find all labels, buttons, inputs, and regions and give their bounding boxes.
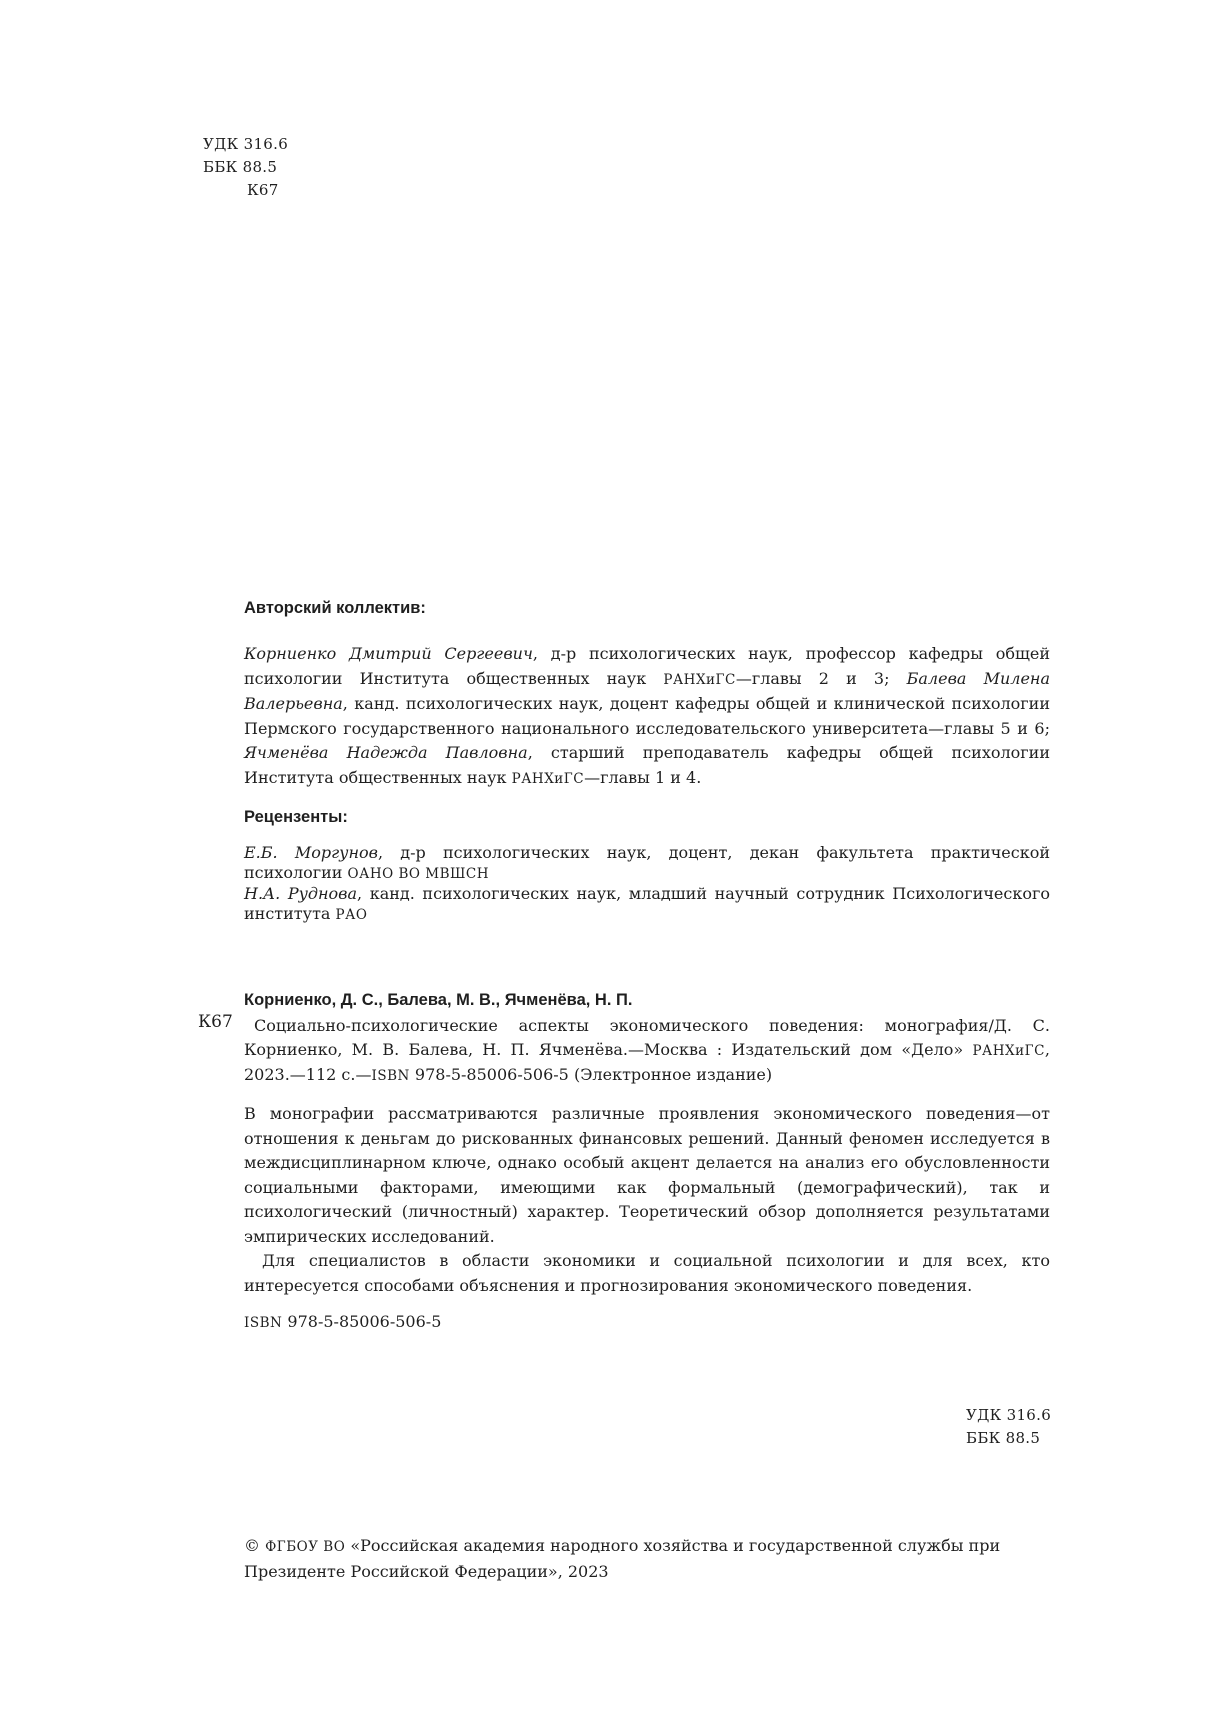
abstract-section	[244, 1102, 1050, 1298]
bbk-code: ББК 88.5	[203, 158, 278, 176]
authors-section	[244, 596, 1050, 791]
authors-text: Корниенко Дмитрий Сергеевич, д-р психологических наук, профессор кафедры общей психологии Института общественных наук РАНХиГС—главы 2 и 3; Балева Милена Валерьевна, канд. психологических наук, доцент кафедры общей и клинической психологии Пермского государственного национального исследовательского университета—главы 5 и 6; Ячменёва Надежда Павловна, старший преподаватель кафедры общей психологии Института общественных наук РАНХиГС—главы 1 и 4.	[244, 644, 1051, 787]
author-3-name: Ячменёва Надежда Павловна	[244, 743, 528, 762]
bbk-code-bottom: ББК 88.5	[966, 1429, 1041, 1447]
author-2-name: Балева Милена Валерьевна	[244, 668, 1050, 713]
abstract-paragraph-1: В монографии рассматриваются различные проявления экономического поведения—от отношения к деньгам до рискованных финансовых решений. Данный феномен исследуется в междисциплинарном ключе, однако особый акцент делается на анализ его обусловленности социальными факторами, имеющими как формальный (демографический), так и психологический (личностный) характер. Теоретический обзор дополняется результатами эмпирических исследований.	[244, 1104, 1050, 1246]
reviewers-section	[244, 805, 1050, 925]
authors-heading: Авторский коллектив:	[244, 599, 426, 617]
bibliographic-record	[244, 988, 1050, 1088]
classification-codes-top	[203, 133, 288, 202]
abstract-paragraph-2: Для специалистов в области экономики и социальной психологии и для всех, кто интересуется способами объяснения и прогнозирования экономического поведения.	[244, 1251, 1050, 1295]
reviewer-2: Н.А. Руднова, канд. психологических наук, младший научный сотрудник Психологического института РАО	[244, 884, 1050, 923]
isbn-line: ISBN 978-5-85006-506-5	[244, 1312, 442, 1331]
udk-code-bottom: УДК 316.6	[966, 1406, 1052, 1424]
bibliography-mark: К67	[198, 1012, 233, 1032]
copyright-notice: © ФГБОУ ВО «Российская академия народного хозяйства и государственной службы при Президенте Российской Федерации», 2023	[244, 1536, 1001, 1581]
reviewers-heading: Рецензенты:	[244, 808, 348, 826]
bibliography-heading: Корниенко, Д. С., Балева, М. В., Ячменёва, Н. П.	[244, 991, 633, 1009]
author-1-name: Корниенко Дмитрий Сергеевич	[244, 644, 533, 663]
bibliography-text: Социально-психологические аспекты экономического поведения: монография/Д. С. Корниенко, М. В. Балева, Н. П. Ячменёва.—Москва : Издательский дом «Дело» РАНХиГС, 2023.—112 с.—ISBN 978-5-85006-506-5 (Электронное издание)	[244, 1016, 1050, 1084]
reviewer-1: Е.Б. Моргунов, д-р психологических наук, доцент, декан факультета практической психологии ОАНО ВО МВШСН	[244, 843, 1050, 882]
classification-codes-bottom	[966, 1404, 1051, 1450]
author-mark: К67	[247, 181, 279, 199]
udk-code: УДК 316.6	[203, 135, 289, 153]
